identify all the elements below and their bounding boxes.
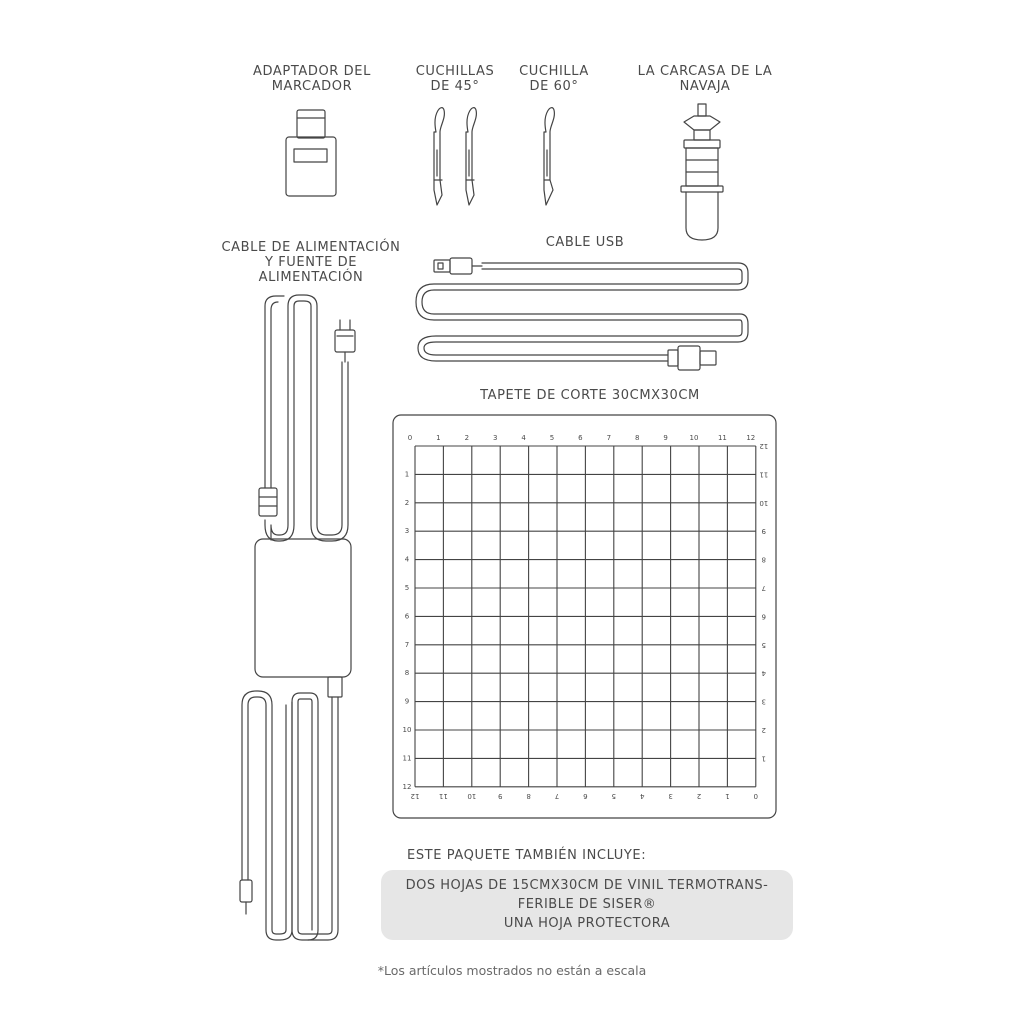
cutting-mat-label: TAPETE DE CORTE 30CMX30CM [480,388,700,403]
mat-number: 8 [761,555,767,564]
mat-number: 12 [759,442,769,450]
mat-number: 12 [410,791,420,800]
mat-number: 11 [759,470,769,479]
mat-number: 11 [717,434,727,442]
mat-number: 5 [404,584,410,592]
also-included-line: DOS HOJAS DE 15CMX30CM DE VINIL TERMOTRANS- [405,878,769,893]
mat-number: 7 [606,434,612,442]
mat-number: 2 [761,726,767,734]
blade-icon [544,108,554,205]
mat-number: 5 [761,640,767,649]
also-included-line: UNA HOJA PROTECTORA [503,916,671,931]
mat-number: 12 [746,434,756,442]
mat-number: 7 [761,584,767,592]
mat-number: 9 [663,434,668,442]
mat-number: 2 [464,434,470,442]
mat-number: 5 [549,434,555,442]
mat-number: 3 [668,791,673,800]
mat-number: 10 [402,726,412,734]
mat-number: 3 [761,697,767,706]
usb-cable-icon [416,258,748,370]
mat-number: 11 [402,754,412,763]
mat-number: 6 [578,434,583,442]
mat-number: 1 [761,754,767,763]
mat-number: 9 [761,527,767,536]
mat-number: 1 [404,470,410,479]
blade-60-label: CUCHILLA DE 60° [519,64,589,94]
mat-number: 3 [492,434,498,442]
blade-icon [466,108,476,205]
also-included-title: ESTE PAQUETE TAMBIÉN INCLUYE: [407,848,647,863]
power-adapter-icon [240,295,355,940]
mat-number: 4 [521,434,526,442]
also-included-box [381,870,793,940]
blades-45-label: CUCHILLAS DE 45° [415,64,495,94]
mat-number: 8 [404,669,410,678]
mat-number: 4 [761,669,767,678]
usb-cable-label: CABLE USB [545,235,625,250]
mat-number: 8 [634,434,640,442]
also-included-line: FERIBLE DE SISER® [517,897,657,912]
marker-adapter-label: ADAPTADOR DEL MARCADOR [253,64,371,94]
blade-icon [434,108,444,205]
blade-housing-label: LA CARCASA DE LA NAVAJA [637,64,773,94]
mat-number: 12 [402,782,412,791]
mat-number: 1 [725,791,730,800]
mat-number: 10 [759,498,769,507]
mat-number: 6 [583,791,588,800]
mat-number: 10 [467,791,477,800]
mat-number: 1 [436,434,441,442]
mat-number: 9 [404,697,410,706]
mat-number: 4 [404,555,410,564]
mat-number: 11 [438,791,448,800]
mat-number: 8 [526,791,531,800]
mat-number: 0 [407,434,413,442]
mat-number: 3 [404,527,410,536]
mat-number: 6 [404,612,410,621]
mat-number: 6 [761,612,767,621]
mat-number: 5 [611,791,617,800]
marker-adapter-icon [286,110,336,196]
power-cable-label: CABLE DE ALIMENTACIÓN Y FUENTE DE ALIMENTACIÓN [221,240,401,285]
mat-number: 4 [639,791,645,800]
blade-housing-icon [681,104,723,240]
mat-number: 10 [689,434,699,442]
mat-number: 7 [404,640,410,649]
cutting-mat-grid [415,446,756,787]
mat-number: 9 [497,791,503,800]
mat-number: 7 [554,791,560,800]
scale-footnote: *Los artículos mostrados no están a escala [377,963,647,978]
mat-number: 2 [696,791,702,800]
mat-number: 2 [404,498,410,507]
mat-number: 0 [753,791,759,800]
